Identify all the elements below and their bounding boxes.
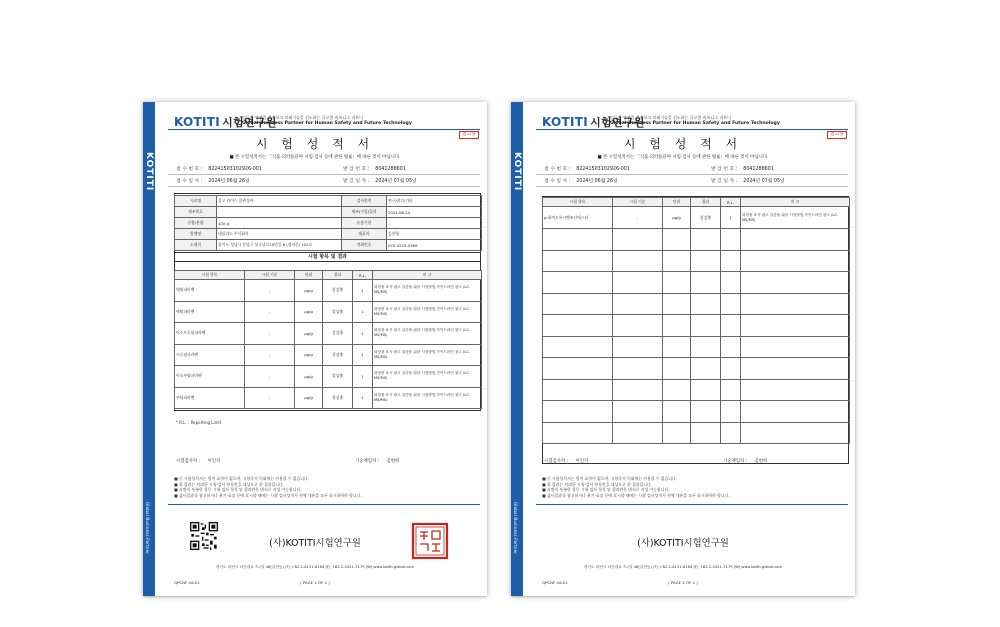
tester-signature: 시험검사자 : 이인지 xyxy=(176,459,221,464)
table-row: 에틸파라벤 - μg/g 불검출 1 화장품 표시·광고 실증을 위한 시험방법 가이드라인 참고 (LC-MS/MS) xyxy=(175,301,482,323)
reference-stamp: 참고용 xyxy=(459,131,479,139)
receipt-number: 접 수 번 호 : 82241503102926-001 xyxy=(544,167,630,172)
receipt-number: 접 수 번 호 : 82241503102926-001 xyxy=(176,167,262,172)
note-line: ■ 위 결과는 의뢰한 시험·검사 항목만을 대상으로 한 결과입니다. xyxy=(542,481,652,487)
table-row: 프로필파라벤 - μg/g 불검출 1 화장품 표시·광고 실증을 위한 시험방법 가이드라인 참고 (LC-MS/MS) xyxy=(175,344,482,366)
logo-brand-ko: 시험연구원 xyxy=(590,116,645,129)
issue-number: 발 급 번 호 : 8041288601 xyxy=(711,167,774,172)
table-row: 이소부틸파라벤 - μg/g 불검출 1 화장품 표시·광고 실증을 위한 시험방법 가이드라인 참고 (LC-MS/MS) xyxy=(175,366,482,388)
note-line: ■ 검사결과를 광고하거나 용기·포장 등에 표시할 때에는 시험·검사성적서 전체 내용을 모두 표시하여야 합니다. xyxy=(174,492,362,498)
form-number: QPCNF-16-01 xyxy=(174,580,200,585)
logo-brand: KOTITI xyxy=(174,115,221,129)
note-line: ■ 검사결과를 광고하거나 용기·포장 등에 표시할 때에는 시험·검사성적서 전체 내용을 모두 표시하여야 합니다. xyxy=(542,492,730,498)
tagline xyxy=(242,115,482,127)
table-row: 소재지 경기도 성남시 분당구 불곡남로20번길 6 (정자동) 102호 전화번호 070-4223-0369 xyxy=(175,240,482,251)
manager-signature: 기술책임자 : 김현희 xyxy=(723,459,768,464)
table-row xyxy=(543,250,850,272)
issue-date: 발 급 일 자 : 2024년 07월 05일 xyxy=(711,179,785,184)
report-page-2 xyxy=(511,102,855,596)
tester-signature: 시험검사자 : 이인지 xyxy=(544,459,589,464)
header-rule xyxy=(168,129,480,130)
page-number: ( PAGE 1 OF 2 ) xyxy=(300,580,330,585)
legal-notice: ■ 본 시험성적서는 「식품·의약품분야 시험·검사 등에 관한 법률」에 따른 것이 아닙니다. xyxy=(597,155,769,160)
reference-stamp: 참고용 xyxy=(827,131,847,139)
results-title: 시험 항목 및 결과 xyxy=(174,252,481,262)
report-page-1 xyxy=(143,102,487,596)
table-row: 메틸파라벤 - μg/g 불검출 1 화장품 표시·광고 실증을 위한 시험방법 가이드라인 참고 (LC-MS/MS) xyxy=(175,280,482,302)
footer-rule xyxy=(168,504,480,505)
tagline-ko: 인류의 안전을 추구하고 미래기술을 선도하는 글로벌 비즈니스 파트너 xyxy=(242,115,363,120)
logo-brand: KOTITI xyxy=(542,115,589,129)
tagline-en: Global Business Partner for Human Safety and Future Technology xyxy=(242,121,412,126)
sidebar-brand: KOTITI xyxy=(512,152,522,192)
table-row: 중량/용량 100 g 유통기한 - xyxy=(175,218,482,229)
table-row xyxy=(543,229,850,251)
organization-name: (사)KOTITI시험연구원 xyxy=(637,538,729,549)
tagline-en: Global Business Partner for Human Safety and Future Technology xyxy=(610,121,780,126)
document-title: 시 험 성 적 서 xyxy=(623,137,743,151)
disclaimer-notes xyxy=(542,476,852,498)
table-row xyxy=(543,315,850,337)
table-row xyxy=(543,272,850,294)
footer-address: 경기도 과천시 과천대로 7나길 48(갈현동) (T) +82-2-6131-6184 (F) +82-2-3451-7179 (W) www.kotiti-global.com xyxy=(583,565,783,569)
sidebar-slogan: Global Business Partner xyxy=(513,502,518,555)
document-title: 시 험 성 적 서 xyxy=(255,137,375,151)
note-line: ■ 지면이 부족한 경우 시험·검사 항목 및 결과란은 별지로 작성 가능합니다. xyxy=(174,487,302,493)
issue-number: 발 급 번 호 : 8041288601 xyxy=(343,167,406,172)
sidebar-band xyxy=(143,102,155,596)
page-number: ( PAGE 2 OF 2 ) xyxy=(668,580,698,585)
sidebar-band xyxy=(511,102,523,596)
results-header-row: 시험 항목 시험 기준 단위 결과 R.L. 비 고 xyxy=(543,198,850,207)
receipt-date: 접 수 일 자 : 2024년 06월 26일 xyxy=(544,179,618,184)
official-seal-icon xyxy=(410,521,450,561)
table-row xyxy=(543,336,850,358)
reporting-limit-note: * R.L. : Reporting Limit xyxy=(176,420,222,425)
note-line: ■ 동 시험성적서는 법적 효력이 없으며, 시험목적 이외에는 사용할 수 없습니다. xyxy=(542,476,678,481)
results-header-row: 시험 항목 시험 기준 단위 결과 R.L. 비 고 xyxy=(175,271,482,280)
note-line: ■ 동 시험성적서는 법적 효력이 없으며, 시험목적 이외에는 사용할 수 없습니다. xyxy=(174,476,310,481)
results-table xyxy=(542,197,850,444)
note-line: ■ 위 결과는 의뢰한 시험·검사 항목만을 대상으로 한 결과입니다. xyxy=(174,481,284,487)
table-row: 부틸파라벤 - μg/g 불검출 1 화장품 표시·광고 실증을 위한 시험방법 가이드라인 참고 (LC-MS/MS) xyxy=(175,387,482,409)
tagline xyxy=(610,115,850,127)
legal-notice: ■ 본 시험성적서는 「식품·의약품분야 시험·검사 등에 관한 법률」에 따른 것이 아닙니다. xyxy=(229,155,401,160)
disclaimer-notes xyxy=(174,476,484,498)
sidebar-slogan: Global Business Partner xyxy=(145,502,150,555)
footer-address: 경기도 과천시 과천대로 7나길 48(갈현동) (T) +82-2-6131-6184 (F) +82-2-3451-7179 (W) www.kotiti-global.com xyxy=(215,565,415,569)
manager-signature: 기술책임자 : 김현희 xyxy=(355,459,400,464)
sample-info-table xyxy=(174,195,482,251)
issue-date: 발 급 일 자 : 2024년 07월 05일 xyxy=(343,179,417,184)
table-row xyxy=(543,358,850,380)
footer-rule xyxy=(536,504,848,505)
sidebar-brand: KOTITI xyxy=(144,152,154,192)
table-row xyxy=(543,401,850,423)
results-table xyxy=(174,270,482,409)
logo-brand-ko: 시험연구원 xyxy=(222,116,277,129)
organization-name: (사)KOTITI시험연구원 xyxy=(269,538,361,549)
table-row: 시료명 울고 라이스 클렌징바 검사목적 연구/참고/기타 xyxy=(175,196,482,207)
table-row xyxy=(543,293,850,315)
note-line: ■ 지면이 부족한 경우 시험·검사 항목 및 결과란은 별지로 작성 가능합니다. xyxy=(542,487,670,493)
table-row: 제조번호 - 제조(수입)일자 2024-06-24 xyxy=(175,207,482,218)
table-row: 업체명 네틀리드 주식회사 대표자 김선영 xyxy=(175,229,482,240)
receipt-date: 접 수 일 자 : 2024년 06월 26일 xyxy=(176,179,250,184)
table-row xyxy=(543,422,850,444)
header-rule xyxy=(536,129,848,130)
tagline-ko: 인류의 안전을 추구하고 미래기술을 선도하는 글로벌 비즈니스 파트너 xyxy=(610,115,731,120)
table-row: p-하이드록시벤조산에스터 - μg/g 불검출 1 화장품 표시·광고 실증을 위한 시험방법 가이드라인 참고 (LC-MS/MS) xyxy=(543,207,850,229)
table-row xyxy=(543,379,850,401)
table-row: 이소프로필파라벤 - μg/g 불검출 1 화장품 표시·광고 실증을 위한 시험방법 가이드라인 참고 (LC-MS/MS) xyxy=(175,323,482,345)
form-number: QPCNF-16-01 xyxy=(542,580,568,585)
